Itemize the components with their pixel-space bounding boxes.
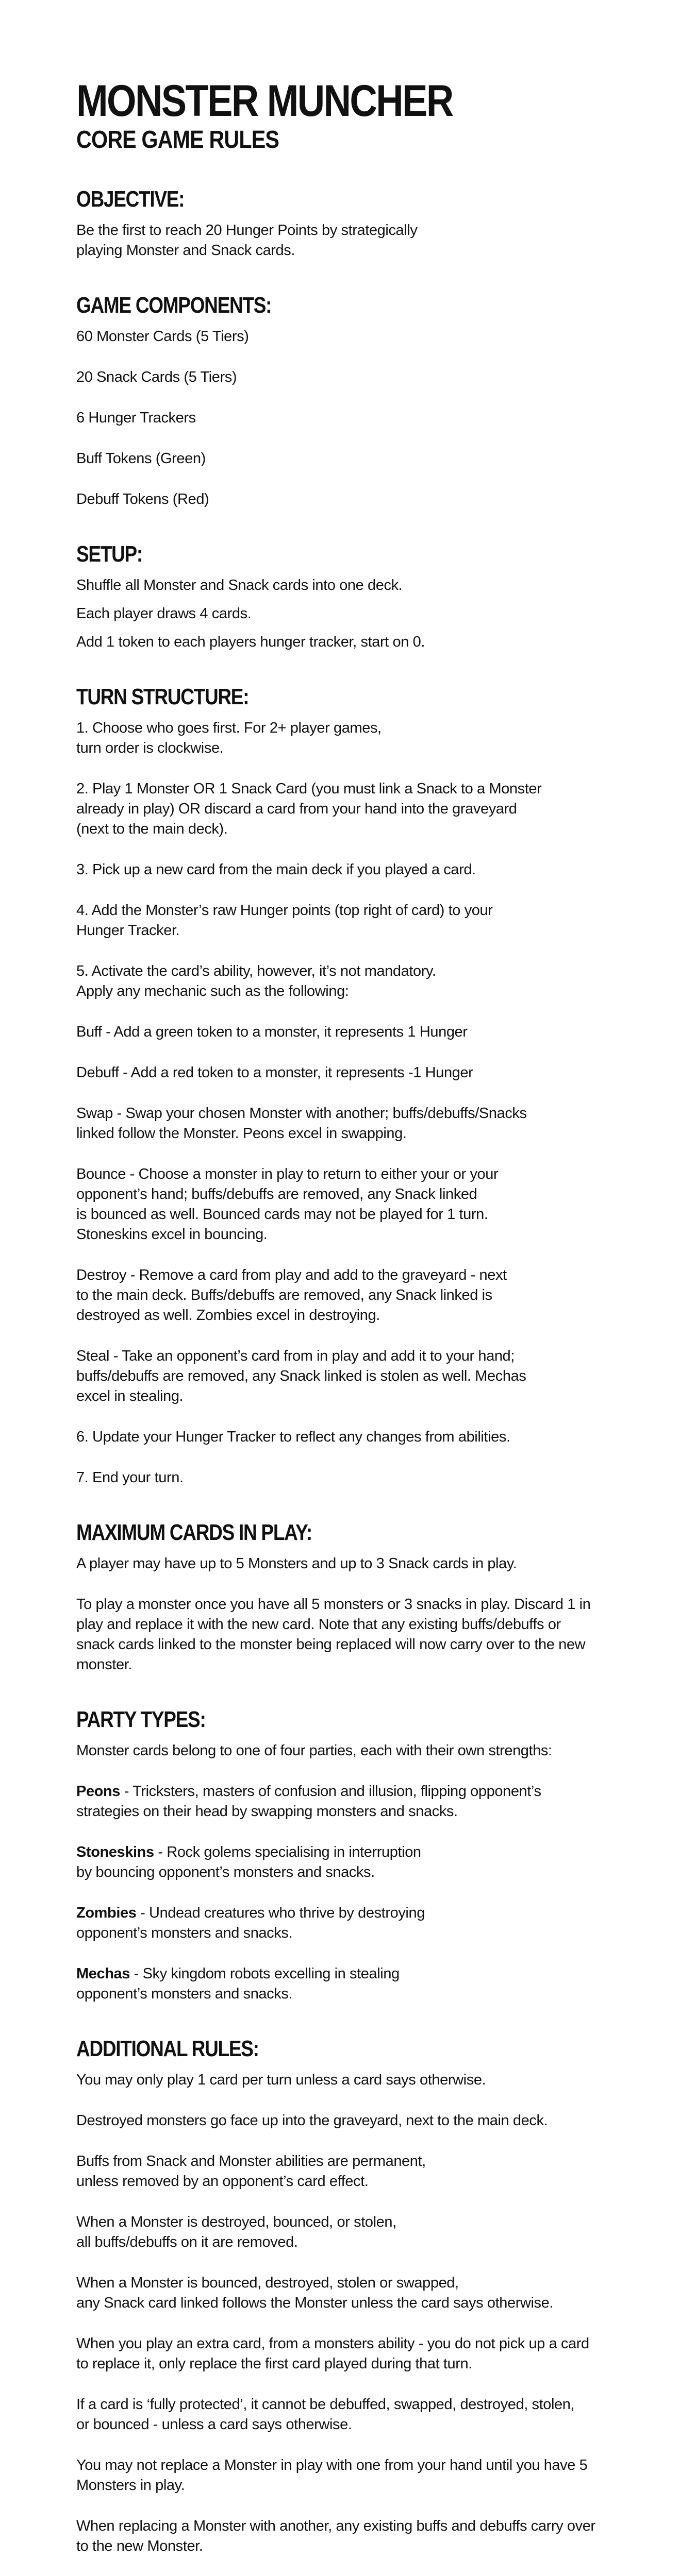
turn-step: 2. Play 1 Monster OR 1 Snack Card (you must link a Snack to a Monster already in play) OR discard a card from your hand into the graveyard (next to the main deck). <box>76 781 542 837</box>
additional-rule: You may only play 1 card per turn unless a card says otherwise. <box>76 2072 486 2088</box>
turn-step: 3. Pick up a new card from the main deck if you played a card. <box>76 861 476 878</box>
component-item: Debuff Tokens (Red) <box>76 491 209 507</box>
mechanic-swap: Swap - Swap your chosen Monster with another; buffs/debuffs/Snacks linked follow the Monster. Peons excel in swapping. <box>76 1105 527 1142</box>
maximum-cards-heading: MAXIMUM CARDS IN PLAY: <box>76 1520 312 1545</box>
turn-step: 4. Add the Monster’s raw Hunger points (top right of card) to your Hunger Tracker. <box>76 902 493 939</box>
component-item: 20 Snack Cards (5 Tiers) <box>76 369 237 385</box>
setup-line: Shuffle all Monster and Snack cards into one deck. <box>76 577 403 594</box>
party-types-intro: Monster cards belong to one of four parties, each with their own strengths: <box>76 1742 552 1759</box>
turn-step: 5. Activate the card’s ability, however, it’s not mandatory. Apply any mechanic such as the following: <box>76 963 436 999</box>
additional-rule: Buffs from Snack and Monster abilities are permanent, unless removed by an opponent’s card effect. <box>76 2153 426 2190</box>
mechanic-buff: Buff - Add a green token to a monster, it represents 1 Hunger <box>76 1024 468 1040</box>
party-description: - Rock golems specialising in interruption by bouncing opponent’s monsters and snacks. <box>76 1844 421 1880</box>
components-section <box>76 292 655 510</box>
objective-section <box>76 185 655 261</box>
objective-heading: OBJECTIVE: <box>76 187 185 212</box>
party-types-heading: PARTY TYPES: <box>76 1707 206 1732</box>
additional-rule: Destroyed monsters go face up into the graveyard, next to the main deck. <box>76 2112 548 2129</box>
components-heading: GAME COMPONENTS: <box>76 293 272 318</box>
additional-rules-section <box>76 2035 655 2576</box>
page-subtitle: CORE GAME RULES <box>76 126 279 154</box>
party-type-stoneskins <box>76 1842 655 1883</box>
mechanic-debuff: Debuff - Add a red token to a monster, it represents -1 Hunger <box>76 1064 473 1081</box>
additional-rule: When replacing a Monster with another, any existing buffs and debuffs carry over to the new Monster. <box>76 2518 595 2554</box>
party-description: - Sky kingdom robots excelling in stealing opponent’s monsters and snacks. <box>76 1965 400 2002</box>
turn-step: 1. Choose who goes first. For 2+ player games, turn order is clockwise. <box>76 720 382 756</box>
turn-structure-heading: TURN STRUCTURE: <box>76 684 249 709</box>
additional-rule: When you play an extra card, from a monsters ability - you do not pick up a card to replace it, only replace the first card played during that turn. <box>76 2335 589 2372</box>
party-type-peons <box>76 1782 655 1822</box>
additional-rule: You may not replace a Monster in play with one from your hand until you have 5 Monsters in play. <box>76 2457 588 2494</box>
maximum-cards-section <box>76 1519 655 1675</box>
mechanic-destroy: Destroy - Remove a card from play and add to the graveyard - next to the main deck. Buffs/debuffs are removed, any Snack linked is destroyed as well. Zombies excel in destroying. <box>76 1267 507 1324</box>
party-name: Mechas <box>76 1965 130 1982</box>
party-type-zombies <box>76 1903 655 1943</box>
mechanic-bounce: Bounce - Choose a monster in play to return to either your or your opponent’s hand; buffs/debuffs are removed, any Snack linked is bounced as well. Bounced cards may not be played for 1 turn. Stoneskins excel in bouncing. <box>76 1166 499 1243</box>
party-type-mechas <box>76 1964 655 2004</box>
components-list <box>76 327 655 510</box>
party-description: - Undead creatures who thrive by destroying opponent’s monsters and snacks. <box>76 1905 425 1941</box>
page-title: MONSTER MUNCHER <box>76 76 453 126</box>
additional-rule: When a Monster is bounced, destroyed, stolen or swapped, any Snack card linked follows the Monster unless the card says otherwise. <box>76 2275 554 2311</box>
mechanic-steal: Steal - Take an opponent’s card from in play and add it to your hand; buffs/debuffs are removed, any Snack linked is stolen as well. Mechas excel in stealing. <box>76 1348 526 1404</box>
objective-text: Be the first to reach 20 Hunger Points by strategically playing Monster and Snack cards. <box>76 222 418 259</box>
setup-line: Add 1 token to each players hunger tracker, start on 0. <box>76 634 425 650</box>
turn-step: 7. End your turn. <box>76 1469 184 1486</box>
turn-structure-section <box>76 683 655 1488</box>
turn-step: 6. Update your Hunger Tracker to reflect any changes from abilities. <box>76 1429 510 1445</box>
component-item: 6 Hunger Trackers <box>76 410 196 426</box>
party-description: - Tricksters, masters of confusion and illusion, flipping opponent’s strategies on their head by swapping monsters and snacks. <box>76 1783 541 1820</box>
maximum-cards-text: A player may have up to 5 Monsters and up to 3 Snack cards in play. <box>76 1555 517 1572</box>
additional-rule: When a Monster is destroyed, bounced, or stolen, all buffs/debuffs on it are removed. <box>76 2214 396 2250</box>
setup-line: Each player draws 4 cards. <box>76 605 252 622</box>
party-name: Peons <box>76 1783 121 1800</box>
setup-heading: SETUP: <box>76 541 142 567</box>
setup-section <box>76 540 655 652</box>
component-item: 60 Monster Cards (5 Tiers) <box>76 328 249 345</box>
party-name: Stoneskins <box>76 1844 154 1860</box>
party-types-section <box>76 1706 655 2004</box>
additional-rule: If a card is ‘fully protected’, it cannot be debuffed, swapped, destroyed, stolen, or bounced - unless a card says otherwise. <box>76 2396 575 2433</box>
party-name: Zombies <box>76 1905 137 1921</box>
additional-rules-heading: ADDITIONAL RULES: <box>76 2036 259 2061</box>
component-item: Buff Tokens (Green) <box>76 450 206 467</box>
maximum-cards-text: To play a monster once you have all 5 monsters or 3 snacks in play. Discard 1 in play and replace it with the new card. Note that any existing buffs/debuffs or snack cards linked to the monster being replaced will now carry over to the new monster. <box>76 1596 591 1673</box>
